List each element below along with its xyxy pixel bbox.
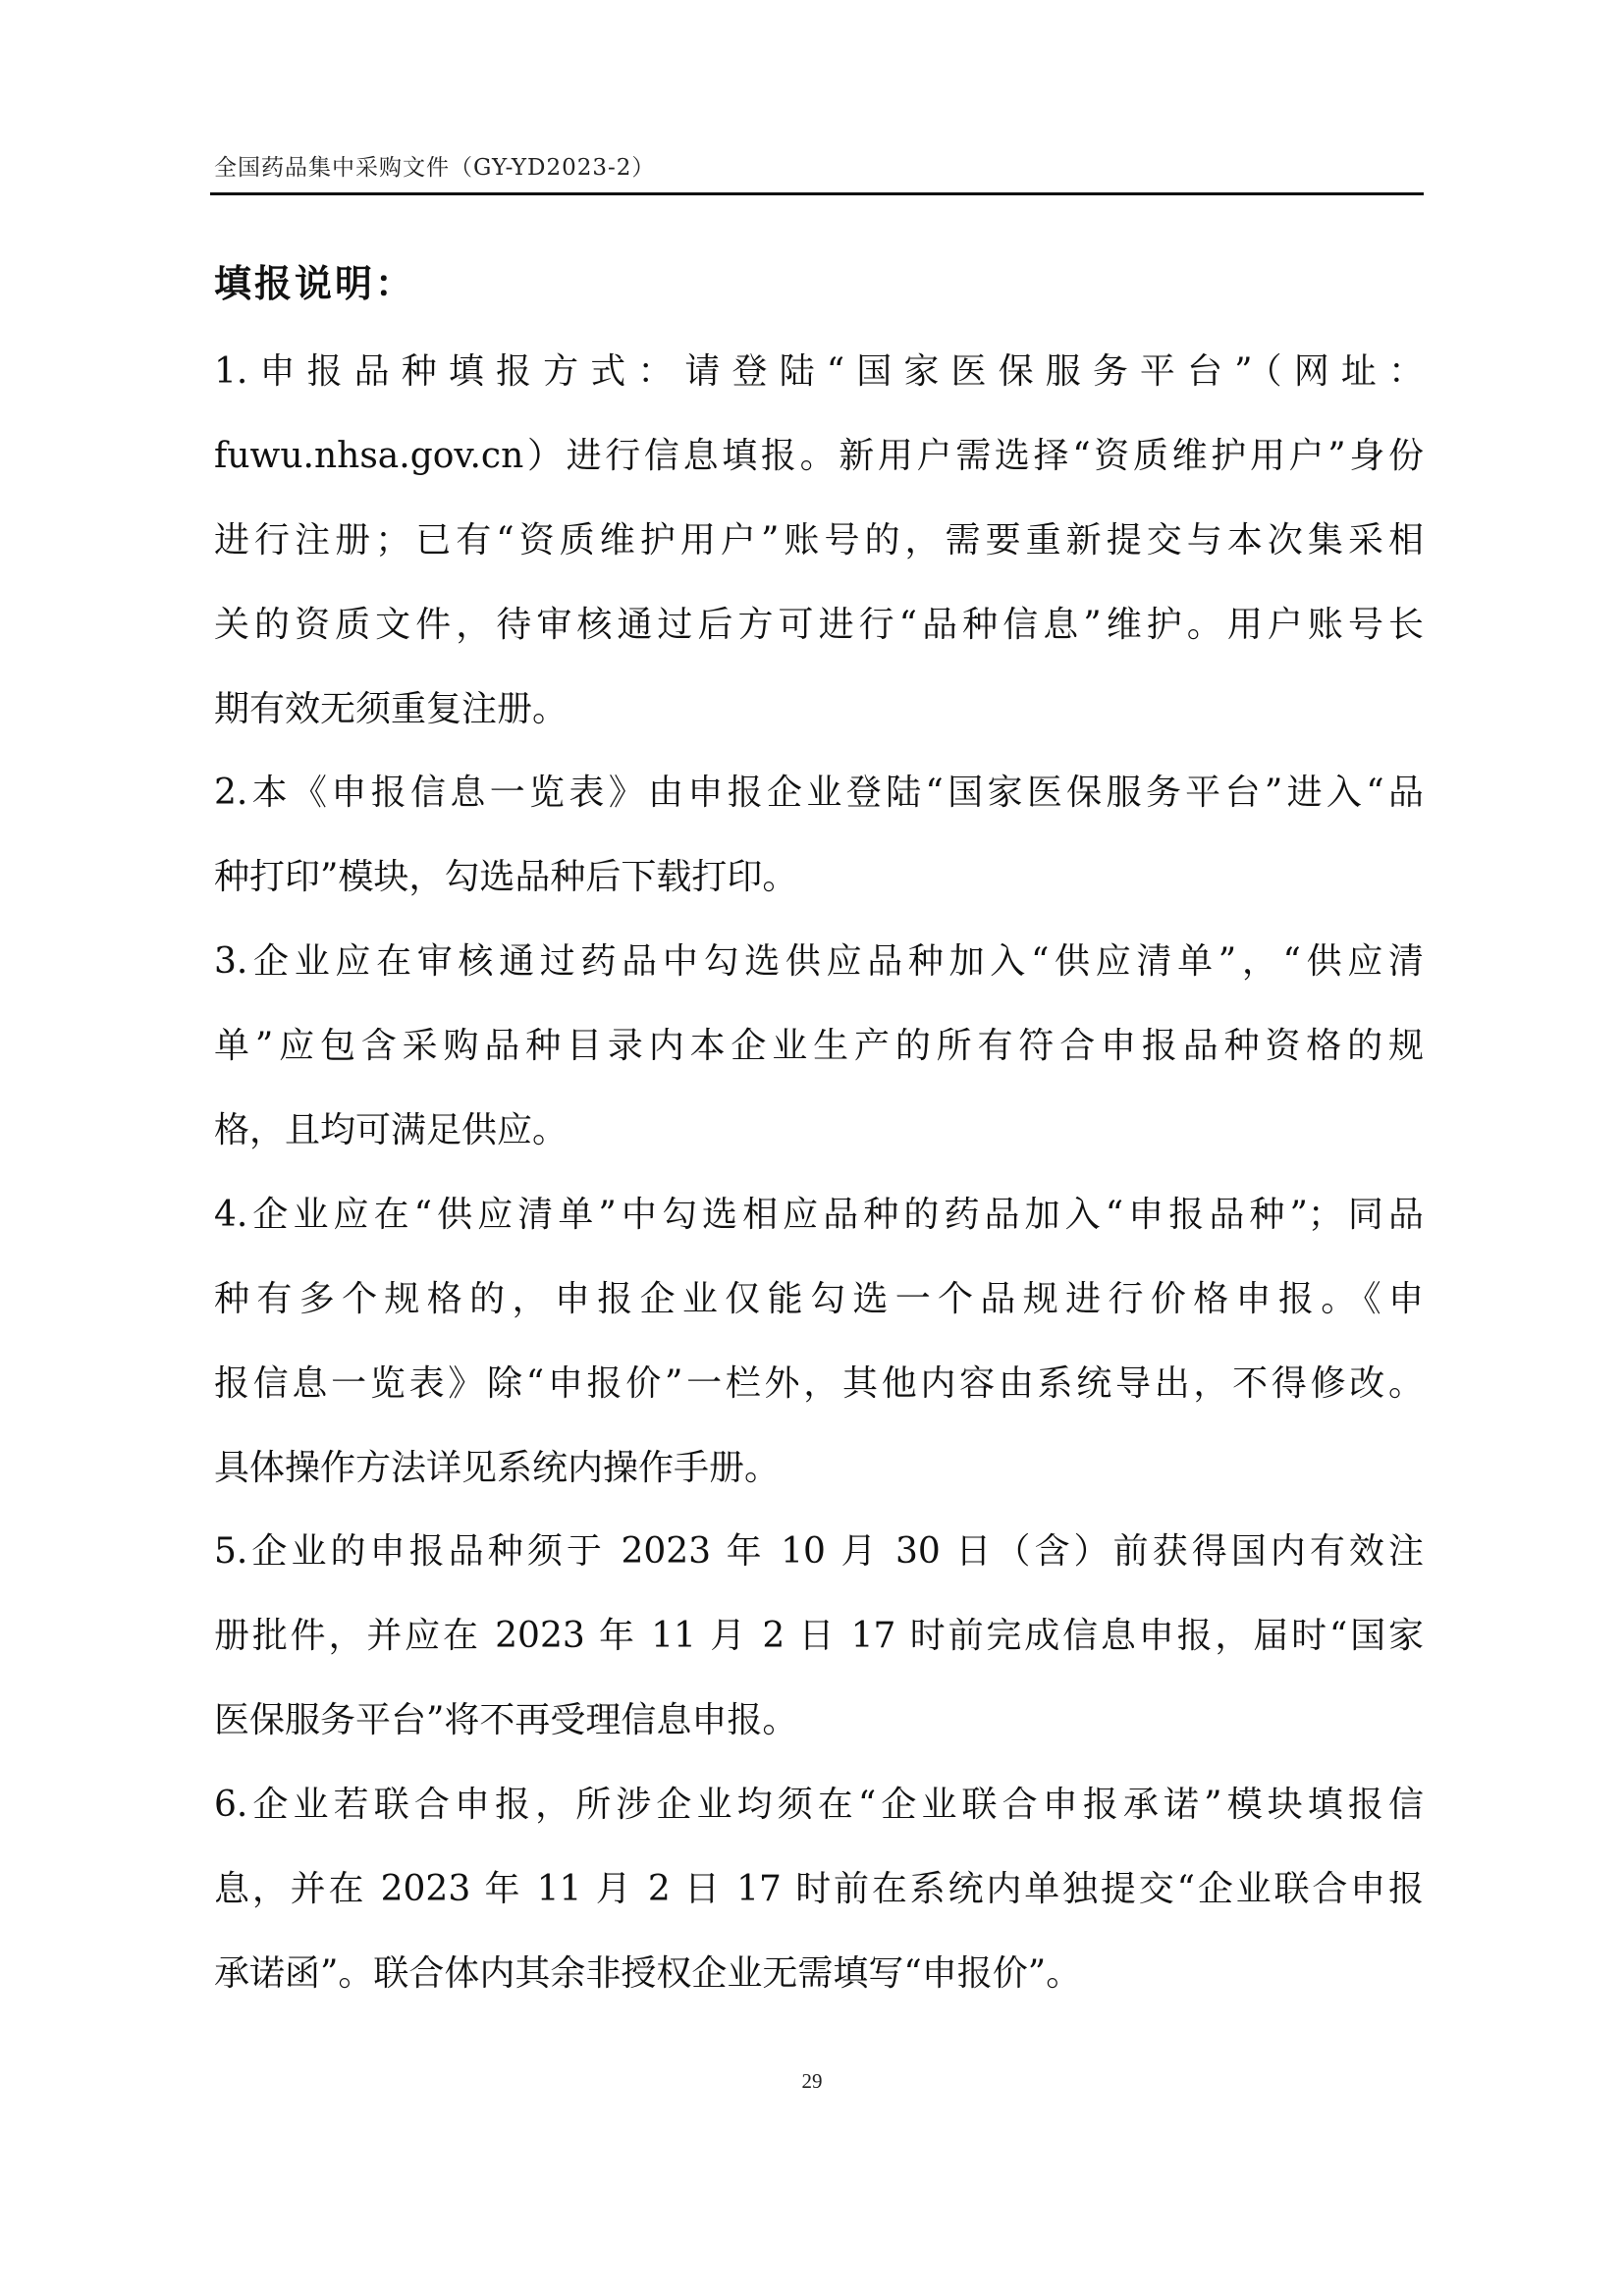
instructions-body: [214, 330, 1424, 2016]
page-number: 29: [801, 2069, 823, 2093]
paragraph-6-line-2: 息，并在 2023 年 11 月 2 日 17 时前在系统内单独提交“企业联合申报: [214, 1869, 1424, 1910]
paragraph-3-line-3: 格，且均可满足供应。: [214, 1110, 568, 1151]
paragraph-1-line-5: 期有效无须重复注册。: [214, 688, 568, 729]
paragraph-5-line-2: 册批件，并应在 2023 年 11 月 2 日 17 时前完成信息申报，届时“国家: [214, 1616, 1424, 1657]
paragraph-3-line-1: 3.企业应在审核通过药品中勾选供应品种加入“供应清单”，“供应清: [214, 941, 1424, 983]
paragraph-5-line-1: 5.企业的申报品种须于 2023 年 10 月 30 日（含）前获得国内有效注: [214, 1531, 1424, 1573]
paragraph-1-line-3: 进行注册；已有“资质维护用户”账号的，需要重新提交与本次集采相: [214, 519, 1424, 561]
paragraph-4-line-2: 种有多个规格的，申报企业仅能勾选一个品规进行价格申报。《申: [214, 1278, 1424, 1319]
paragraph-4-line-1: 4.企业应在“供应清单”中勾选相应品种的药品加入“申报品种”；同品: [214, 1194, 1424, 1235]
header-divider: [210, 192, 1424, 195]
running-header: 全国药品集中采购文件（GY-YD2023-2）: [214, 155, 656, 181]
section-title: 填报说明：: [214, 261, 416, 305]
paragraph-2-line-2: 种打印”模块，勾选品种后下载打印。: [214, 857, 798, 898]
paragraph-3-line-2: 单”应包含采购品种目录内本企业生产的所有符合申报品种资格的规: [214, 1026, 1424, 1067]
paragraph-1-line-2: fuwu.nhsa.gov.cn）进行信息填报。新用户需选择“资质维护用户”身份: [214, 435, 1424, 476]
paragraph-6-line-3: 承诺函”。联合体内其余非授权企业无需填写“申报价”。: [214, 1952, 1082, 1994]
paragraph-2-line-1: 2.本《申报信息一览表》由申报企业登陆“国家医保服务平台”进入“品: [214, 773, 1424, 814]
paragraph-5-line-3: 医保服务平台”将不再受理信息申报。: [214, 1700, 798, 1741]
paragraph-1-line-4: 关的资质文件，待审核通过后方可进行“品种信息”维护。用户账号长: [214, 604, 1424, 645]
paragraph-4-line-3: 报信息一览表》除“申报价”一栏外，其他内容由系统导出，不得修改。: [214, 1362, 1424, 1404]
paragraph-6-line-1: 6.企业若联合申报，所涉企业均须在“企业联合申报承诺”模块填报信: [214, 1785, 1424, 1826]
paragraph-4-line-4: 具体操作方法详见系统内操作手册。: [214, 1447, 781, 1488]
paragraph-1-line-1: 1.申报品种填报方式：请登陆“国家医保服务平台”（网址：: [214, 351, 1424, 392]
